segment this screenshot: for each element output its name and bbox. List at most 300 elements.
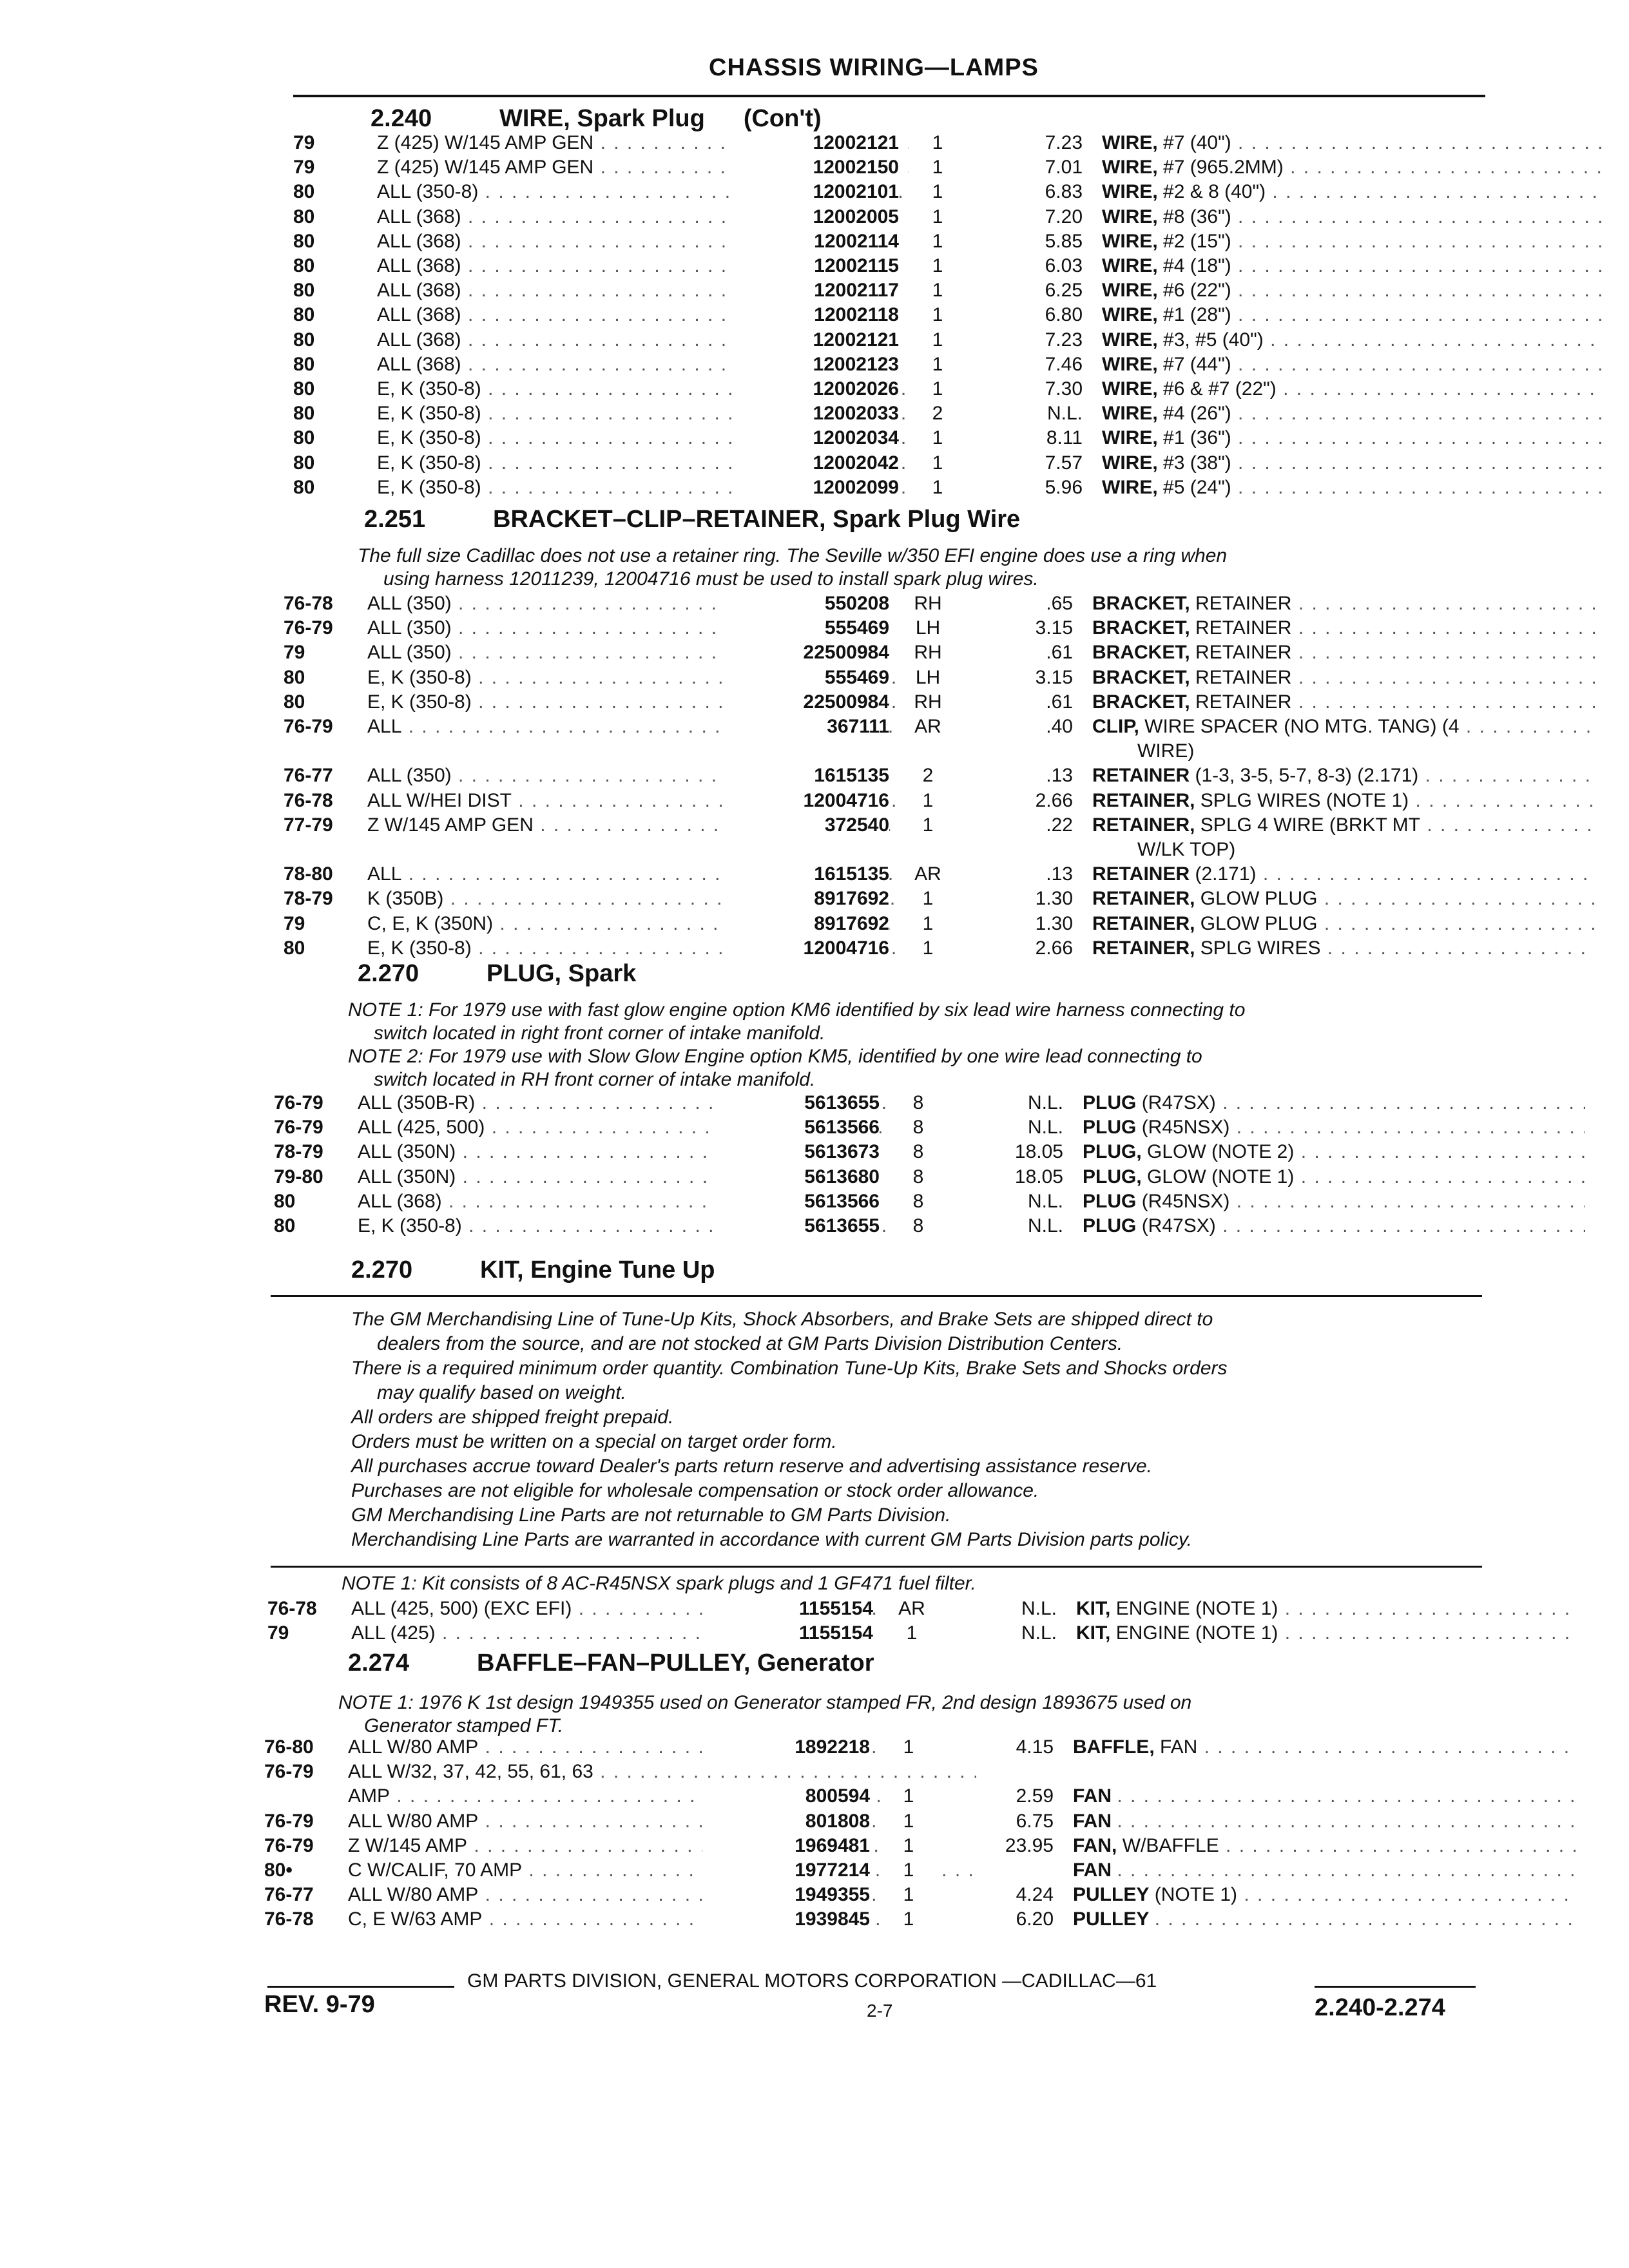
application: ALL . . . [367, 716, 996, 738]
quantity: 8 [889, 1141, 947, 1163]
price: 6.20 [938, 1908, 1054, 1930]
merchandising-note-line: There is a required minimum order quantity. Combination Tune-Up Kits, Brake Sets and Shocks orders [351, 1358, 1228, 1379]
price: 2.59 [938, 1785, 1054, 1807]
section-number: 2.251 [364, 506, 426, 533]
description [1092, 814, 1595, 836]
description [1092, 642, 1595, 664]
description-detail: SPLG WIRES [1200, 937, 1321, 959]
description-name: PULLEY [1073, 1884, 1150, 1906]
description [1092, 617, 1595, 639]
section-number: 2.270 [351, 1256, 413, 1283]
quantity: 8 [889, 1215, 947, 1237]
part-number: 12002118 [731, 304, 899, 326]
description-detail: GLOW PLUG [1200, 912, 1318, 934]
application: ALL (368) . . . [377, 304, 1005, 326]
price: 7.46 [967, 354, 1083, 376]
quantity: 1 [909, 378, 967, 400]
description-detail: #4 (18") [1163, 255, 1231, 276]
footer-division: GM PARTS DIVISION, GENERAL MOTORS CORPORATION —CADILLAC—61 [467, 1970, 1157, 1992]
part-number: 5613655 [712, 1215, 880, 1237]
description-name: PLUG [1083, 1190, 1137, 1212]
model-year: 76-79 [274, 1092, 323, 1113]
part-number: 5613566 [712, 1191, 880, 1213]
price: N.L. [967, 403, 1083, 425]
description-name: RETAINER, [1092, 912, 1195, 934]
application: ALL (425) . . . [351, 1622, 979, 1644]
description [1102, 304, 1605, 326]
part-number: 12002114 [731, 231, 899, 253]
model-year: 80 [284, 666, 305, 688]
part-number: 8917692 [722, 913, 889, 935]
section-number: 2.274 [348, 1649, 410, 1677]
merchandising-note-line: may qualify based on weight. [377, 1382, 626, 1403]
quantity: 2 [909, 403, 967, 425]
price: N.L. [947, 1092, 1063, 1114]
section-title [364, 506, 1020, 533]
part-number: 5613655 [712, 1092, 880, 1114]
page-header: CHASSIS WIRING—LAMPS [709, 54, 1039, 81]
description-name: RETAINER, [1092, 789, 1195, 811]
application: ALL W/80 AMP . . . [348, 1884, 976, 1906]
description-name: PLUG [1083, 1117, 1137, 1139]
description-name: FAN [1073, 1860, 1112, 1881]
description-detail: (2.171) [1195, 863, 1257, 885]
quantity: 1 [880, 1884, 938, 1906]
description-name: WIRE, [1102, 304, 1158, 326]
model-year: 80 [293, 206, 315, 227]
description-name: WIRE, [1102, 181, 1158, 203]
model-year: 80 [293, 378, 315, 399]
description [1073, 1811, 1576, 1832]
part-number: 5613673 [712, 1141, 880, 1163]
description-name: CLIP, [1092, 716, 1139, 737]
model-year: 76-79 [264, 1834, 314, 1856]
model-year: 78-79 [284, 888, 333, 910]
description-detail: ENGINE (NOTE 1) [1115, 1622, 1278, 1644]
part-number: 800594 [702, 1785, 870, 1807]
quantity: 1 [880, 1811, 938, 1832]
description [1092, 863, 1595, 885]
price: 18.05 [947, 1141, 1063, 1163]
description-name: PLUG, [1083, 1166, 1142, 1187]
description-name: WIRE, [1102, 132, 1158, 153]
application: ALL W/HEI DIST . . . [367, 790, 996, 812]
application: E, K (350-8) . . . [367, 691, 996, 713]
price: 23.95 [938, 1835, 1054, 1857]
merchandising-note-line: Orders must be written on a special on target order form. [351, 1431, 837, 1452]
description-detail: (R45NSX) [1141, 1117, 1230, 1139]
price: 6.03 [967, 255, 1083, 277]
description-detail: RETAINER [1195, 593, 1292, 614]
merchandising-note-line: Purchases are not eligible for wholesale compensation or stock order allowance. [351, 1480, 1039, 1501]
description-name: PULLEY [1073, 1908, 1150, 1930]
price: N.L. [947, 1215, 1063, 1237]
model-year: 76-79 [284, 716, 333, 737]
description-detail: (R47SX) [1141, 1092, 1216, 1113]
price: .65 [957, 593, 1073, 615]
description-detail: SPLG 4 WIRE (BRKT MT [1200, 814, 1420, 836]
description [1102, 157, 1605, 178]
quantity: 1 [909, 132, 967, 154]
description-name: PLUG, [1083, 1141, 1142, 1163]
description-name: BRACKET, [1092, 593, 1190, 614]
quantity: 1 [880, 1785, 938, 1807]
description-detail: (NOTE 1) [1154, 1884, 1238, 1906]
description [1083, 1191, 1585, 1213]
application: ALL W/80 AMP . . . [348, 1811, 976, 1832]
quantity: 1 [880, 1736, 938, 1758]
quantity: 2 [899, 765, 957, 787]
model-year: 76-77 [284, 765, 333, 787]
header-rule [293, 95, 1485, 97]
price: 7.23 [967, 132, 1083, 154]
description [1102, 427, 1605, 449]
application: ALL (425, 500) (EXC EFI) . . . [351, 1598, 979, 1620]
description-name: WIRE, [1102, 452, 1158, 474]
description-name: WIRE, [1102, 353, 1158, 375]
description-name: WIRE, [1102, 157, 1158, 178]
part-number: 12002117 [731, 280, 899, 302]
description [1092, 716, 1595, 738]
description-name: KIT, [1076, 1598, 1111, 1619]
section-note-line: NOTE 1: For 1979 use with fast glow engine option KM6 identified by six lead wire harness connecting to [348, 999, 1246, 1021]
part-number: 1155154 [706, 1622, 873, 1644]
application: E, K (350-8) . . . [377, 378, 1005, 400]
price: 4.24 [938, 1884, 1054, 1906]
quantity: 8 [889, 1092, 947, 1114]
price: 3.15 [957, 617, 1073, 639]
application: E, K (350-8) . . . [367, 667, 996, 689]
model-year: 80 [293, 329, 315, 351]
part-number: 555469 [722, 667, 889, 689]
description [1102, 231, 1605, 253]
price: 6.75 [938, 1811, 1054, 1832]
description-name: RETAINER, [1092, 937, 1195, 959]
description [1102, 181, 1605, 203]
application: E, K (350-8) . . . [377, 452, 1005, 474]
application: E, K (350-8) . . . [358, 1215, 986, 1237]
merchandising-note-line: The GM Merchandising Line of Tune-Up Kits, Shock Absorbers, and Brake Sets are shipped direct to [351, 1309, 1213, 1330]
price: 1.30 [957, 913, 1073, 935]
quantity: 1 [883, 1622, 941, 1644]
quantity: 1 [909, 181, 967, 203]
description-detail: #8 (36") [1163, 206, 1231, 227]
quantity: 1 [909, 255, 967, 277]
application: AMP . . . [348, 1785, 976, 1807]
price: .40 [957, 716, 1073, 738]
description [1083, 1117, 1585, 1139]
price: 3.15 [957, 667, 1073, 689]
quantity: LH [899, 667, 957, 689]
model-year: 76-77 [264, 1884, 314, 1906]
footer-section-range: 2.240-2.274 [1315, 1994, 1445, 2021]
section-name: BRACKET–CLIP–RETAINER, Spark Plug Wire [493, 506, 1021, 533]
description [1083, 1166, 1585, 1188]
merchandising-note-line: Merchandising Line Parts are warranted in accordance with current GM Parts Division parts policy. [351, 1529, 1192, 1550]
model-year: 76-79 [264, 1761, 314, 1783]
price: 7.20 [967, 206, 1083, 228]
price: 6.83 [967, 181, 1083, 203]
price: .61 [957, 642, 1073, 664]
model-year: 80 [293, 476, 315, 498]
description [1102, 403, 1605, 425]
part-number: 12002150 [731, 157, 899, 178]
quantity: 1 [899, 937, 957, 959]
model-year: 80 [293, 353, 315, 375]
price: 6.25 [967, 280, 1083, 302]
application: E, K (350-8) . . . [377, 427, 1005, 449]
application: E, K (350-8) . . . [377, 477, 1005, 499]
section-note-line: NOTE 1: Kit consists of 8 AC-R45NSX spark plugs and 1 GF471 fuel filter. [342, 1573, 976, 1594]
footer-rule-left [267, 1986, 454, 1988]
description-name: RETAINER [1092, 863, 1190, 885]
part-number: 12002115 [731, 255, 899, 277]
merchandising-note-line: All purchases accrue toward Dealer's parts return reserve and advertising assistance reserve. [351, 1456, 1152, 1477]
description-name: BAFFLE, [1073, 1736, 1155, 1758]
quantity: 1 [909, 206, 967, 228]
description-detail: #2 & 8 (40") [1163, 181, 1266, 203]
part-number: 12002005 [731, 206, 899, 228]
part-number: 8917692 [722, 888, 889, 910]
description-name: WIRE, [1102, 329, 1158, 351]
description-name: FAN [1073, 1785, 1112, 1807]
model-year: 79 [267, 1622, 289, 1644]
section-title [371, 105, 822, 133]
section-note-line: using harness 12011239, 12004716 must be used to install spark plug wires. [383, 568, 1039, 590]
quantity: RH [899, 642, 957, 664]
price: 2.66 [957, 937, 1073, 959]
description-detail: #7 (965.2MM) [1163, 157, 1284, 178]
application: ALL (350) . . . [367, 642, 996, 664]
description-detail: GLOW (NOTE 2) [1147, 1141, 1295, 1163]
description-continued: W/LK TOP) [1137, 839, 1236, 860]
price: 7.01 [967, 157, 1083, 178]
model-year: 76-78 [284, 593, 333, 614]
description-detail: (R45NSX) [1141, 1190, 1230, 1212]
model-year: 76-78 [264, 1908, 314, 1930]
application: ALL (350N) . . . [358, 1166, 986, 1188]
description [1102, 477, 1605, 499]
description [1102, 280, 1605, 302]
model-year: 79 [293, 132, 315, 153]
application: C W/CALIF, 70 AMP . . . [348, 1860, 976, 1881]
description-detail: #3, #5 (40") [1163, 329, 1264, 351]
model-year: 79 [284, 642, 305, 664]
description [1073, 1785, 1576, 1807]
description [1073, 1860, 1576, 1881]
description-detail: (R47SX) [1141, 1215, 1216, 1236]
model-year: 79 [284, 912, 305, 934]
price: N.L. [947, 1191, 1063, 1213]
application: Z W/145 AMP GEN . . . [367, 814, 996, 836]
model-year: 80 [293, 181, 315, 203]
quantity: 1 [899, 913, 957, 935]
merchandising-note-line: GM Merchandising Line Parts are not returnable to GM Parts Division. [351, 1504, 951, 1526]
quantity: LH [899, 617, 957, 639]
description-detail: RETAINER [1195, 617, 1292, 639]
price: 5.96 [967, 477, 1083, 499]
description [1073, 1884, 1576, 1906]
description-name: WIRE, [1102, 427, 1158, 449]
quantity: 1 [909, 452, 967, 474]
description [1102, 378, 1605, 400]
application: ALL . . . [367, 863, 996, 885]
part-number: 22500984 [722, 691, 889, 713]
description-name: RETAINER [1092, 765, 1190, 787]
description-detail: #5 (24") [1163, 476, 1231, 498]
part-number: 801808 [702, 1811, 870, 1832]
quantity: 1 [899, 814, 957, 836]
application: C, E W/63 AMP . . . [348, 1908, 976, 1930]
application: E, K (350-8) . . . [367, 937, 996, 959]
model-year: 77-79 [284, 814, 333, 836]
price: 7.57 [967, 452, 1083, 474]
description-name: WIRE, [1102, 255, 1158, 276]
description-detail: ENGINE (NOTE 1) [1115, 1598, 1278, 1619]
part-number: 1939845 [702, 1908, 870, 1930]
price: 4.15 [938, 1736, 1054, 1758]
price: 6.80 [967, 304, 1083, 326]
quantity: 1 [909, 231, 967, 253]
section-title [351, 1256, 715, 1284]
description [1102, 354, 1605, 376]
part-number: 1949355 [702, 1884, 870, 1906]
section-number: 2.240 [371, 105, 432, 132]
application: ALL (350) . . . [367, 617, 996, 639]
description-name: BRACKET, [1092, 691, 1190, 713]
model-year: 76-78 [267, 1598, 317, 1619]
quantity: 1 [899, 790, 957, 812]
description [1073, 1908, 1576, 1930]
description [1092, 937, 1595, 959]
quantity: 1 [909, 329, 967, 351]
description-name: WIRE, [1102, 403, 1158, 425]
application: Z (425) W/145 AMP GEN . . . [377, 157, 1005, 178]
model-year: 79-80 [274, 1166, 323, 1187]
price: 7.23 [967, 329, 1083, 351]
part-number: 5613566 [712, 1117, 880, 1139]
application: ALL (368) . . . [377, 329, 1005, 351]
price: 7.30 [967, 378, 1083, 400]
model-year: 80• [264, 1860, 293, 1881]
quantity: 1 [880, 1908, 938, 1930]
description [1092, 790, 1595, 812]
part-number: 12002034 [731, 427, 899, 449]
description-name: WIRE, [1102, 476, 1158, 498]
description-name: WIRE, [1102, 206, 1158, 227]
application: K (350B) . . . [367, 888, 996, 910]
description-detail: #7 (40") [1163, 132, 1231, 153]
application: E, K (350-8) . . . [377, 403, 1005, 425]
model-year: 76-79 [264, 1810, 314, 1832]
section-note-line: The full size Cadillac does not use a retainer ring. The Seville w/350 EFI engine does use a ring when [358, 545, 1228, 566]
description-continued: WIRE) [1137, 740, 1195, 762]
section-note-line: switch located in RH front corner of intake manifold. [374, 1069, 816, 1090]
price: N.L. [941, 1598, 1057, 1620]
application: ALL (350N) . . . [358, 1141, 986, 1163]
description-name: FAN, [1073, 1834, 1117, 1856]
section-name: BAFFLE–FAN–PULLEY, Generator [477, 1649, 874, 1677]
description [1083, 1141, 1585, 1163]
application: ALL (350-8) . . . [377, 181, 1005, 203]
description [1073, 1736, 1576, 1758]
merchandising-note-line: dealers from the source, and are not stocked at GM Parts Division Distribution Centers. [377, 1333, 1123, 1354]
application: ALL (350B-R) . . . [358, 1092, 986, 1114]
quantity: 1 [909, 354, 967, 376]
part-number: 1155154 [706, 1598, 873, 1620]
model-year: 80 [274, 1190, 296, 1212]
section-name: KIT, Engine Tune Up [480, 1256, 715, 1283]
quantity: 8 [889, 1166, 947, 1188]
quantity: 1 [909, 427, 967, 449]
part-number: 5613680 [712, 1166, 880, 1188]
section-name: WIRE, Spark Plug [499, 105, 705, 132]
description-name: BRACKET, [1092, 666, 1190, 688]
section-continued: (Con't) [743, 105, 822, 132]
part-number: 1969481 [702, 1835, 870, 1857]
price: .22 [957, 814, 1073, 836]
section-note-line: NOTE 1: 1976 K 1st design 1949355 used on Generator stamped FR, 2nd design 1893675 used on [338, 1692, 1192, 1713]
application: C, E, K (350N) . . . [367, 913, 996, 935]
price: 8.11 [967, 427, 1083, 449]
description [1076, 1622, 1579, 1644]
quantity: 1 [909, 477, 967, 499]
part-number: 12002033 [731, 403, 899, 425]
model-year: 76-78 [284, 789, 333, 811]
quantity: 1 [909, 280, 967, 302]
section-title [358, 960, 636, 988]
part-number: 12002099 [731, 477, 899, 499]
quantity: RH [899, 593, 957, 615]
description-detail: #7 (44") [1163, 353, 1231, 375]
description-name: BRACKET, [1092, 642, 1190, 664]
part-number: 12004716 [722, 790, 889, 812]
description [1092, 913, 1595, 935]
price: N.L. [947, 1117, 1063, 1139]
box-rule-bottom [271, 1566, 1482, 1568]
description-detail: WIRE SPACER (NO MTG. TANG) (4 [1144, 716, 1460, 737]
part-number: 372540 [722, 814, 889, 836]
description [1102, 255, 1605, 277]
description-name: RETAINER, [1092, 814, 1195, 836]
price: 5.85 [967, 231, 1083, 253]
price: 1.30 [957, 888, 1073, 910]
section-note-line: Generator stamped FT. [364, 1715, 564, 1736]
part-number: 12002101 [731, 181, 899, 203]
description-detail: #3 (38") [1163, 452, 1231, 474]
description [1102, 329, 1605, 351]
merchandising-note-line: All orders are shipped freight prepaid. [351, 1407, 674, 1428]
part-number: 12002026 [731, 378, 899, 400]
quantity: RH [899, 691, 957, 713]
quantity: 1 [880, 1860, 938, 1881]
description-name: PLUG [1083, 1092, 1137, 1113]
description-detail: W/BAFFLE [1122, 1834, 1219, 1856]
price: 2.66 [957, 790, 1073, 812]
model-year: 80 [293, 403, 315, 425]
part-number: 550208 [722, 593, 889, 615]
description-name: RETAINER, [1092, 888, 1195, 910]
quantity: 1 [909, 157, 967, 178]
description [1076, 1598, 1579, 1620]
model-year: 79 [293, 157, 315, 178]
price: 18.05 [947, 1166, 1063, 1188]
description [1092, 765, 1595, 787]
description-detail: FAN [1160, 1736, 1198, 1758]
part-number: 1977214 [702, 1860, 870, 1881]
part-number: 555469 [722, 617, 889, 639]
description-name: WIRE, [1102, 230, 1158, 252]
